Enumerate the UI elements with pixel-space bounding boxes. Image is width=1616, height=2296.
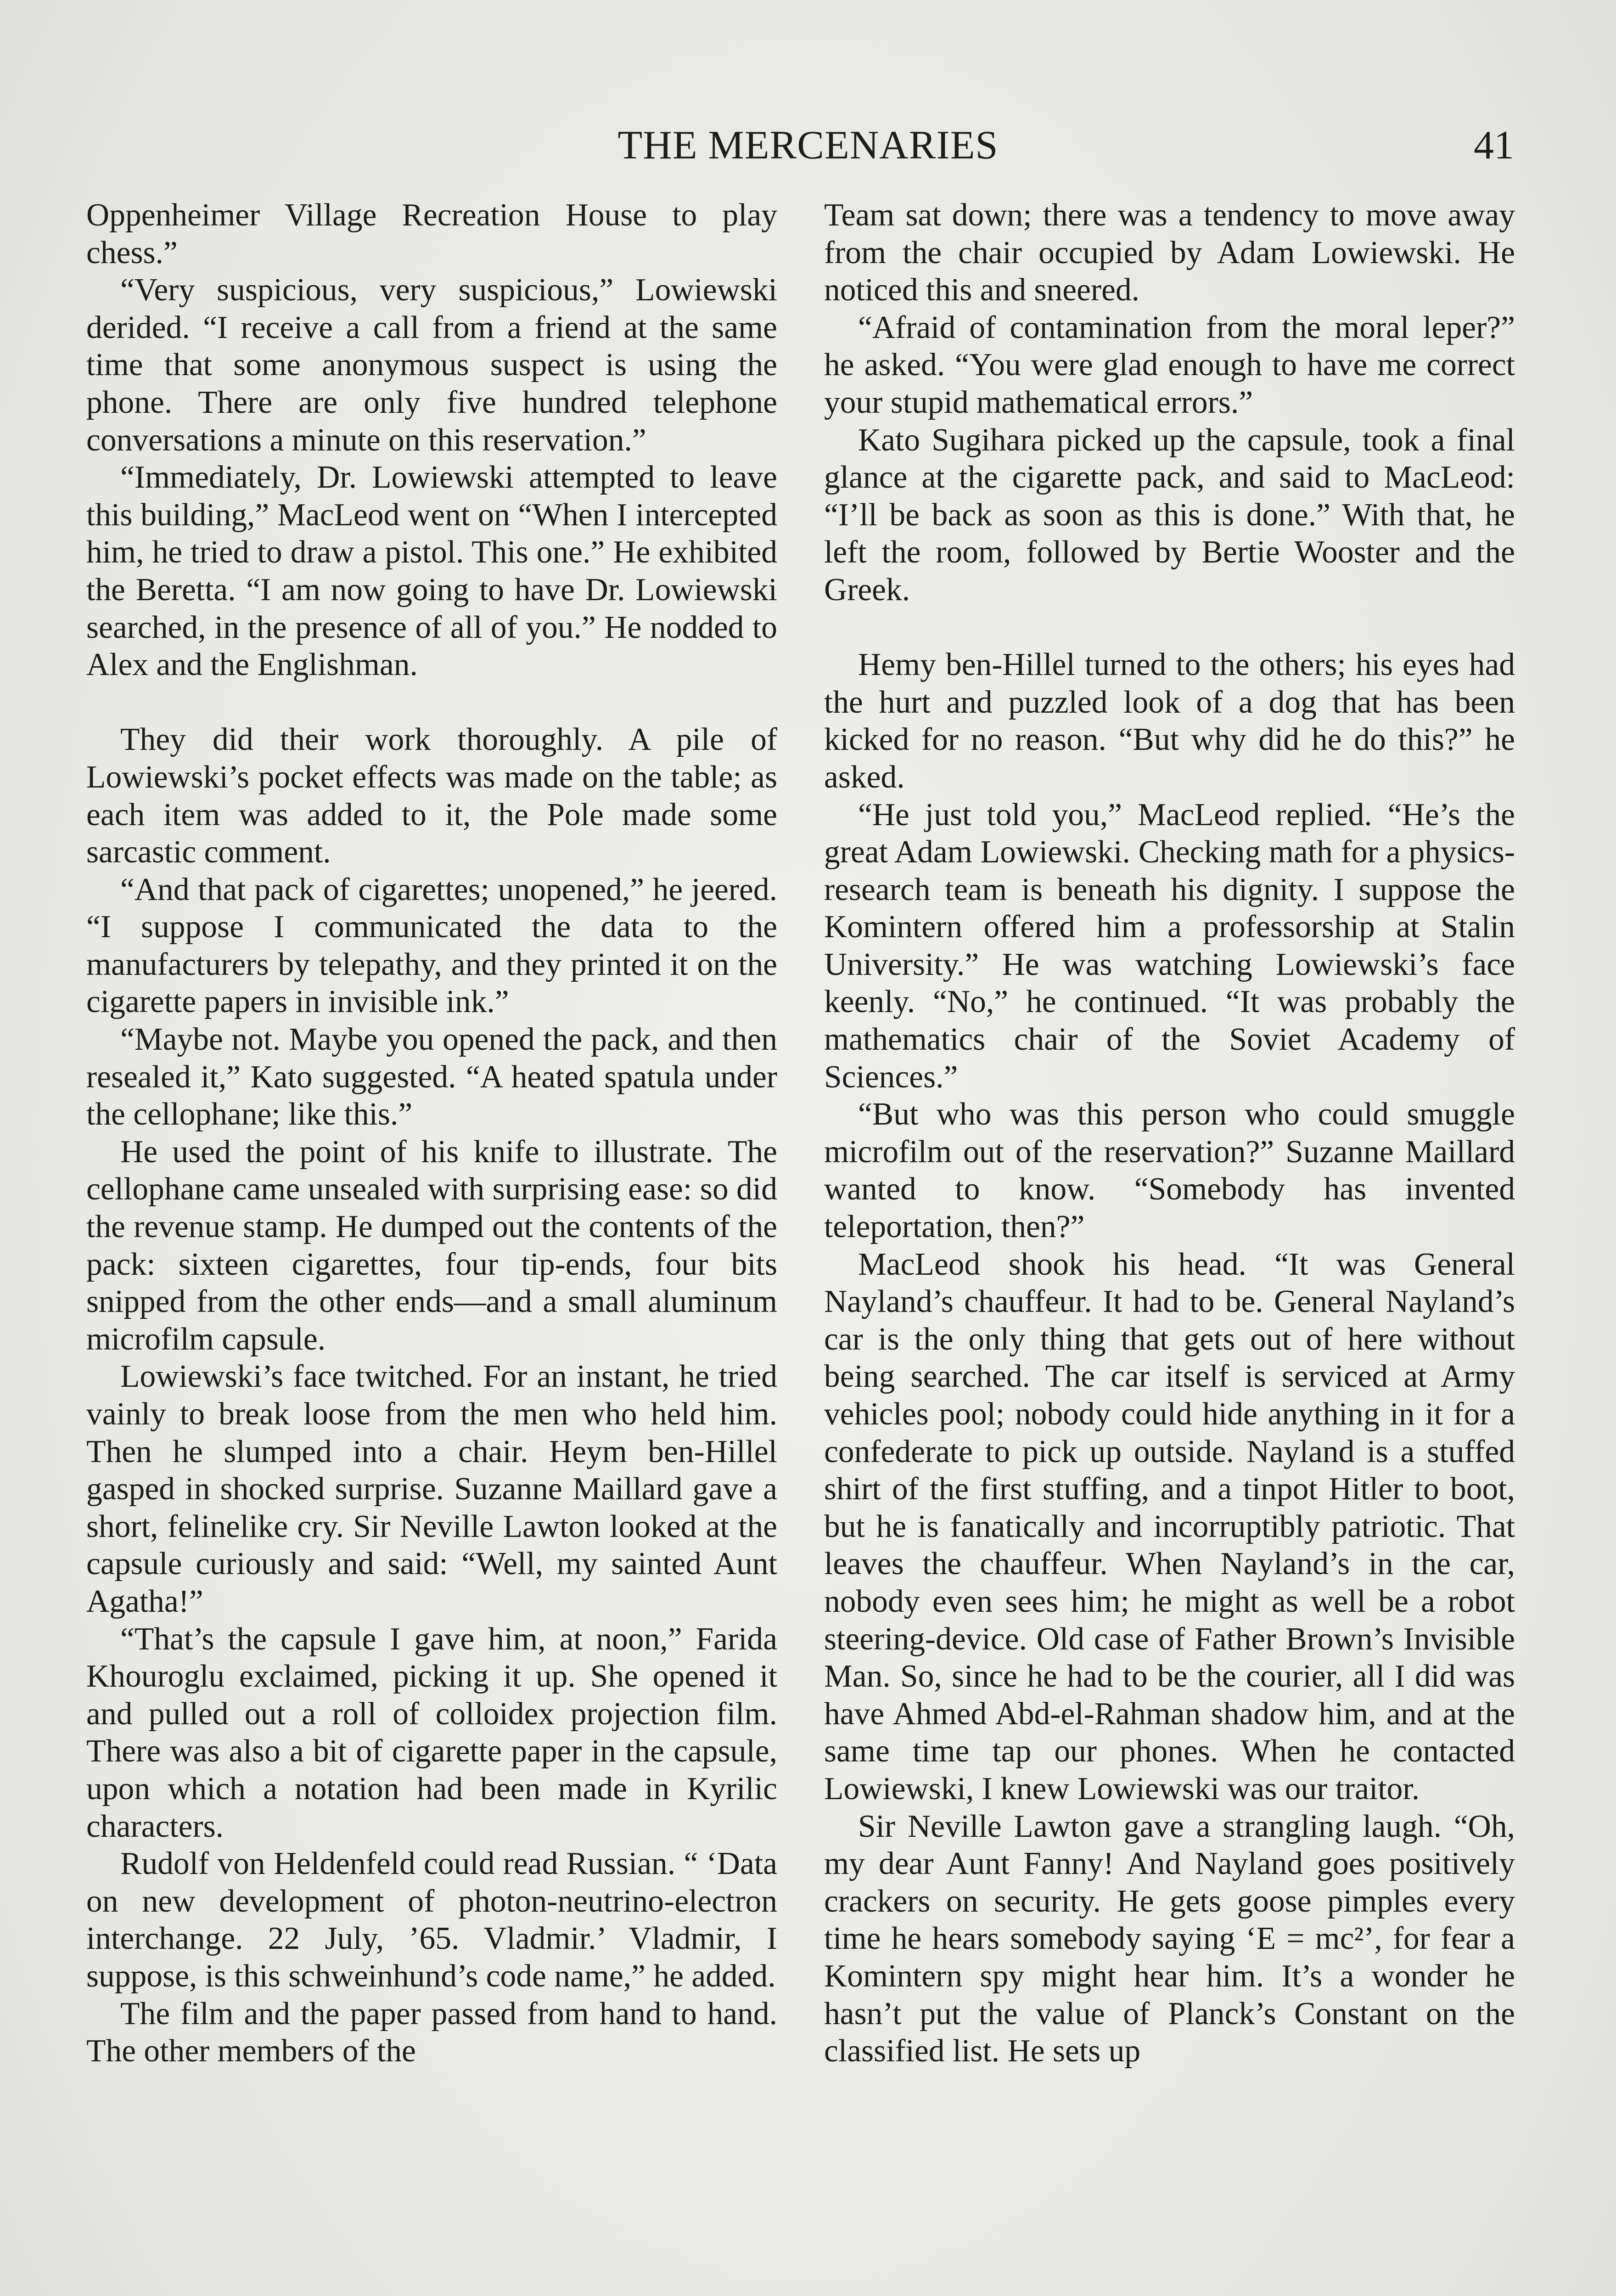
paragraph: Kato Sugihara picked up the capsule, took a final glance at the cigarette pack, and said to MacLeod: “I’ll be back as soon as this is done.” With that, he left the room, followed by Bertie Wooster and the Greek. [824,422,1515,608]
running-head [0,120,1616,171]
running-title: THE MERCENARIES [617,123,999,168]
paragraph: “And that pack of cigarettes; unopened,” he jeered. “I suppose I communicated the data to the manufacturers by telepathy, and they printed it on the cigarette papers in invisible ink.” [86,872,777,1020]
paragraph: “Afraid of contamination from the moral leper?” he asked. “You were glad enough to have me correct your stupid mathematical errors.” [824,310,1515,420]
paragraph: They did their work thoroughly. A pile of Lowiewski’s pocket effects was made on the table; as each item was added to it, the Pole made some sarcastic comment. [86,722,777,870]
paragraph: The film and the paper passed from hand to hand. The other members of the [86,1996,777,2069]
page-number: 41 [1474,123,1514,168]
paragraph: “He just told you,” MacLeod replied. “He’s the great Adam Lowiewski. Checking math for a physics-research team is beneath his dignity. I suppose the Komintern offered him a professorship at Stalin University.” He was watching Lowiewski’s face keenly. “No,” he continued. “It was probably the mathematics chair of the Soviet Academy of Sciences.” [824,797,1515,1095]
paragraph: Rudolf von Heldenfeld could read Russian. “ ‘Data on new development of photon-neutrino-electron interchange. 22 July, ’65. Vladmir.’ Vladmir, I suppose, is this schweinhund’s code name,” he added. [86,1846,777,1994]
paragraph: Lowiewski’s face twitched. For an instant, he tried vainly to break loose from the men who held him. Then he slumped into a chair. Heym ben-Hillel gasped in shocked surprise. Suzanne Maillard gave a short, felinelike cry. Sir Neville Lawton looked at the capsule curiously and said: “Well, my sainted Aunt Agatha!” [86,1359,777,1619]
paragraph: Oppenheimer Village Recreation House to play chess.” [86,197,777,270]
paragraph: Hemy ben-Hillel turned to the others; his eyes had the hurt and puzzled look of a dog that has been kicked for no reason. “But why did he do this?” he asked. [824,647,1515,795]
right-text-column [824,197,1515,2070]
paragraph: Sir Neville Lawton gave a strangling laugh. “Oh, my dear Aunt Fanny! And Nayland goes positively crackers on security. He gets goose pimples every time he hears somebody saying ‘E = mc²’, for fear a Komintern spy might hear him. It’s a wonder he hasn’t put the value of Planck’s Constant on the classified list. He sets up [824,1808,1515,2069]
paragraph: Team sat down; there was a tendency to move away from the chair occupied by Adam Lowiewski. He noticed this and sneered. [824,197,1515,308]
paragraph: “That’s the capsule I gave him, at noon,” Farida Khouroglu exclaimed, picking it up. She opened it and pulled out a roll of colloidex projection film. There was also a bit of cigarette paper in the capsule, upon which a notation had been made in Kyrilic characters. [86,1621,777,1844]
paragraph: “Maybe not. Maybe you opened the pack, and then resealed it,” Kato suggested. “A heated spatula under the cellophane; like this.” [86,1022,777,1132]
paragraph: “Very suspicious, very suspicious,” Lowiewski derided. “I receive a call from a friend at the same time that some anonymous suspect is using the phone. There are only five hundred telephone conversations a minute on this reservation.” [86,272,777,458]
paragraph: “But who was this person who could smuggle microfilm out of the reservation?” Suzanne Maillard wanted to know. “Somebody has invented teleportation, then?” [824,1097,1515,1245]
paragraph: “Immediately, Dr. Lowiewski attempted to leave this building,” MacLeod went on “When I intercepted him, he tried to draw a pistol. This one.” He exhibited the Beretta. “I am now going to have Dr. Lowiewski searched, in the presence of all of you.” He nodded to Alex and the Englishman. [86,460,777,683]
left-text-column [86,197,777,2070]
paragraph: He used the point of his knife to illustrate. The cellophane came unsealed with surprising ease: so did the revenue stamp. He dumped out the contents of the pack: sixteen cigarettes, four tip-ends, four bits snipped from the other ends—and a small aluminum microfilm capsule. [86,1134,777,1357]
paragraph: MacLeod shook his head. “It was General Nayland’s chauffeur. It had to be. General Nayland’s car is the only thing that gets out of here without being searched. The car itself is serviced at Army vehicles pool; nobody could hide anything in it for a confederate to pick up outside. Nayland is a stuffed shirt of the first stuffing, and a tinpot Hitler to boot, but he is fanatically and incorruptibly patriotic. That leaves the chauffeur. When Nayland’s in the car, nobody even sees him; he might as well be a robot steering-device. Old case of Father Brown’s Invisible Man. So, since he had to be the courier, all I did was have Ahmed Abd-el-Rahman shadow him, and at the same time tap our phones. When he contacted Lowiewski, I knew Lowiewski was our traitor. [824,1246,1515,1806]
